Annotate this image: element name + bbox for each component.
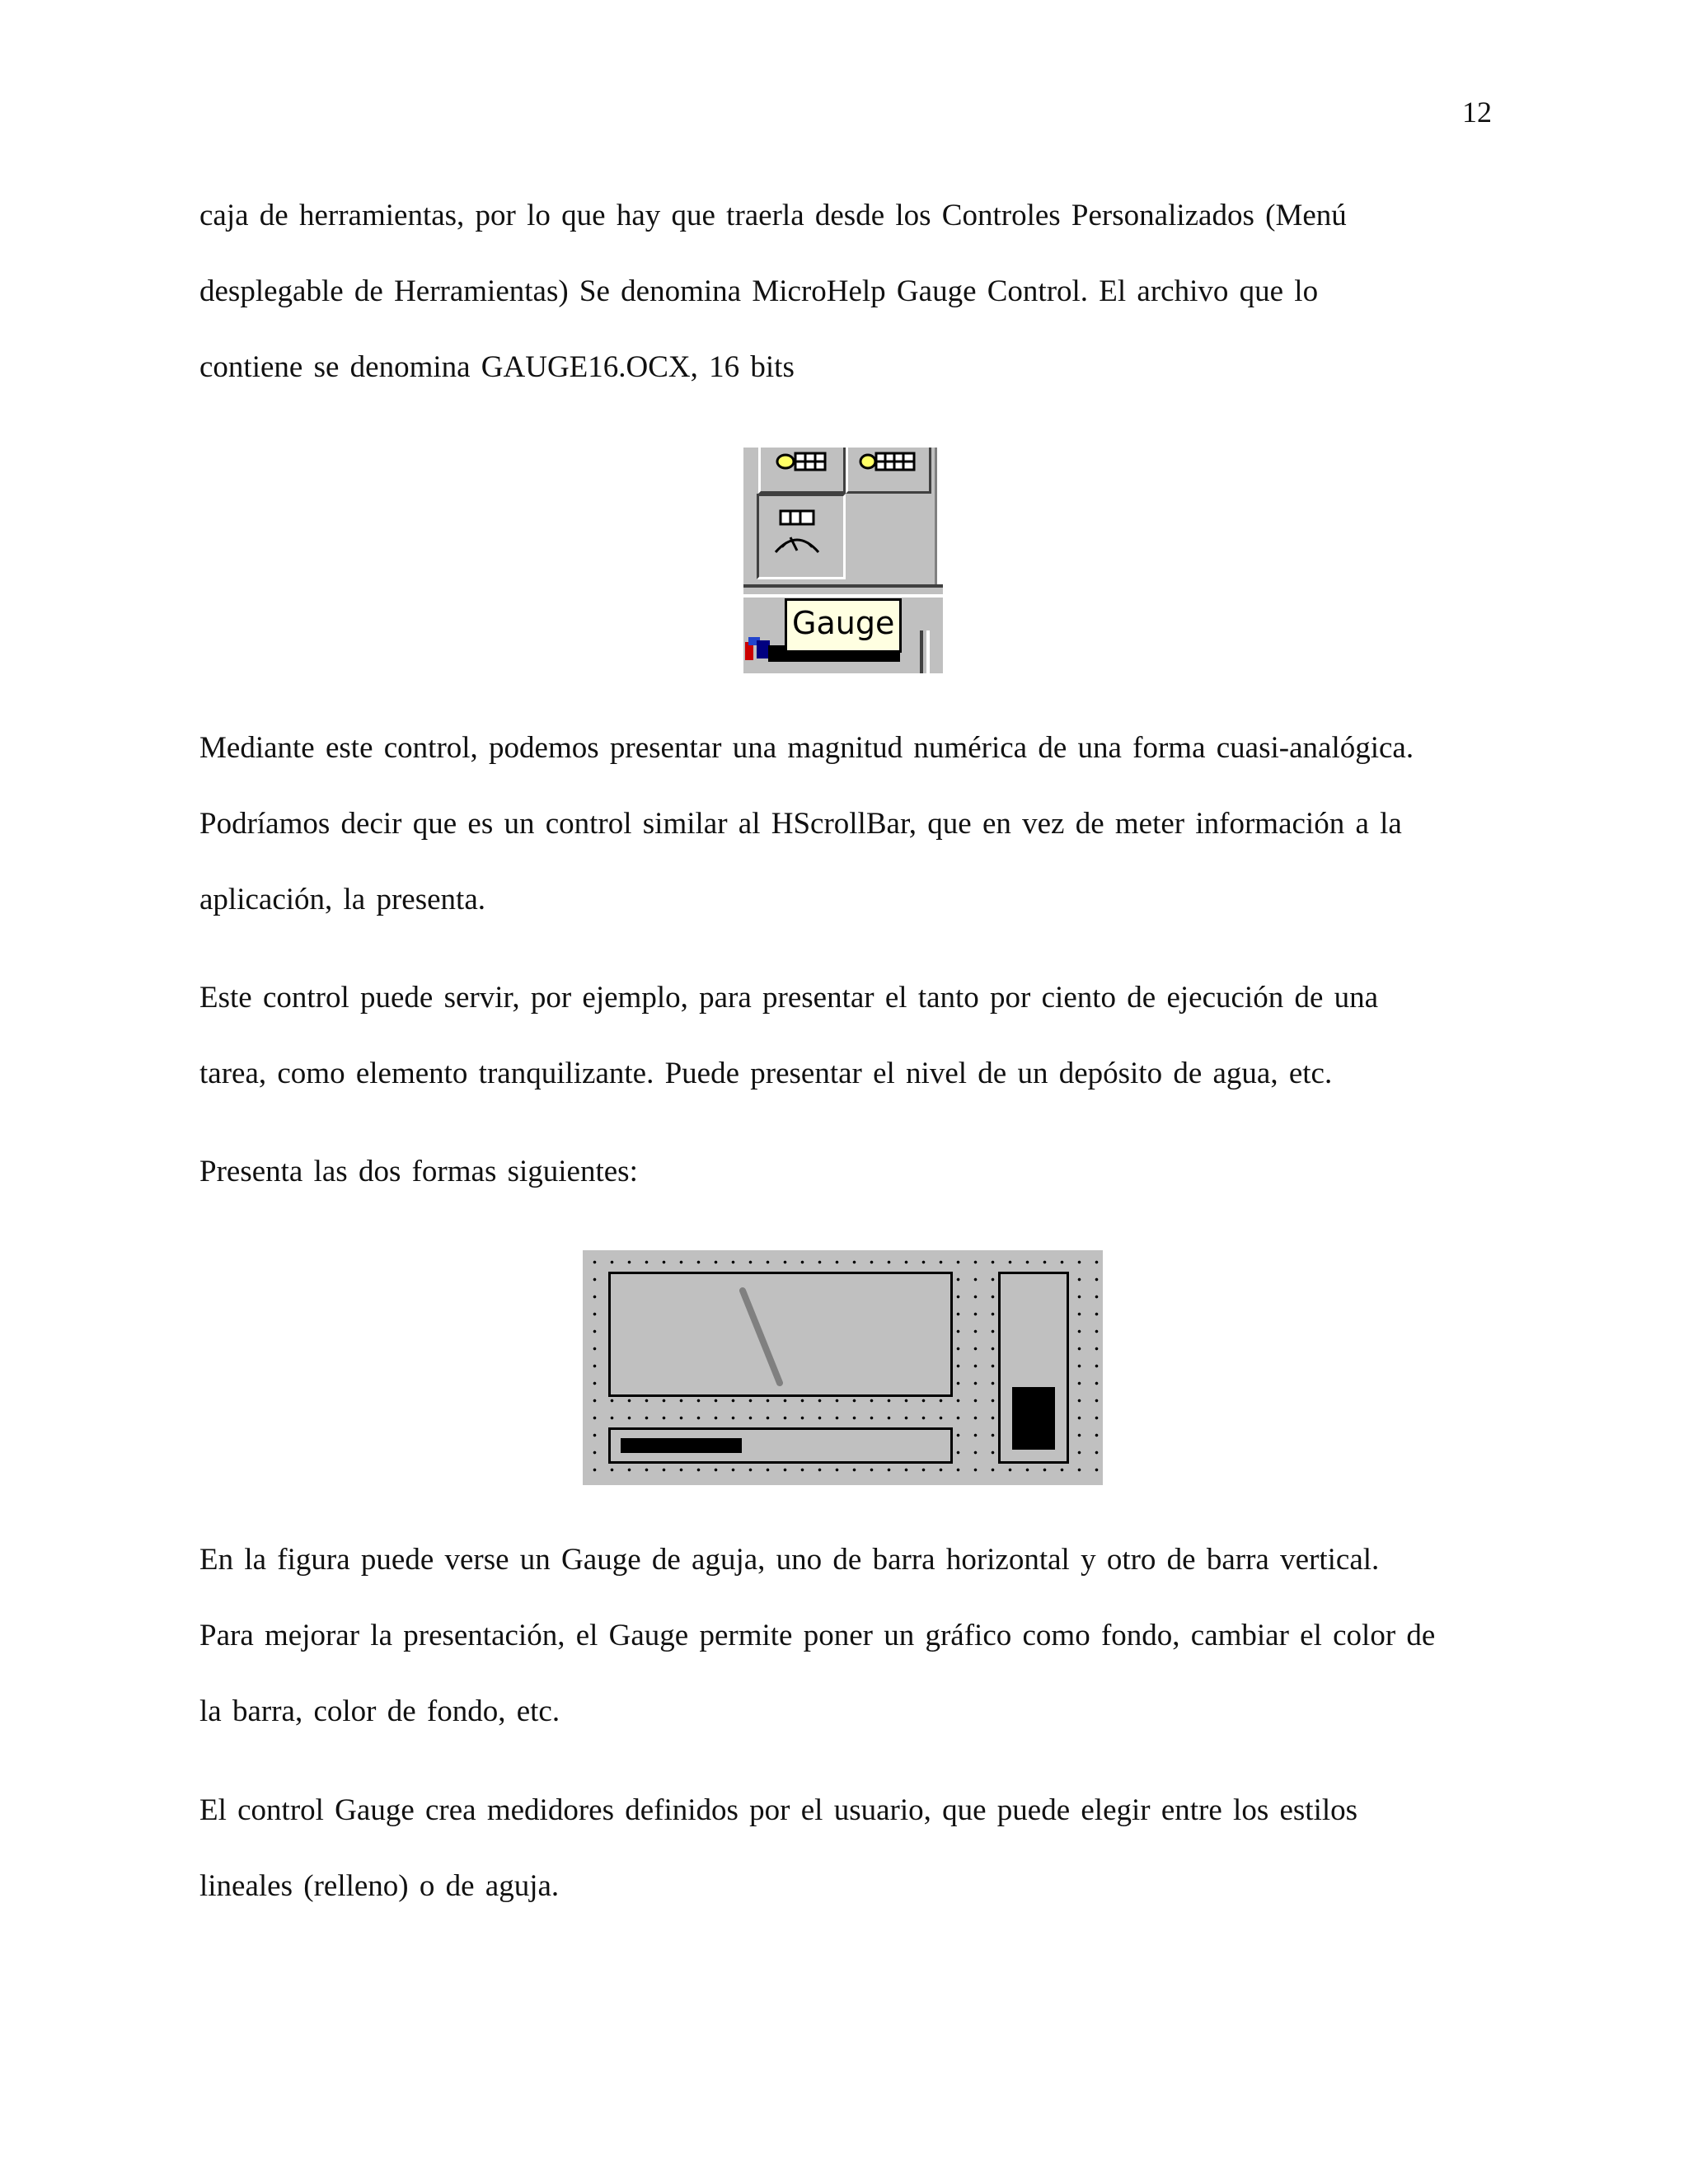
horizontal-bar-gauge [608,1427,953,1464]
toolbox-button-data [758,448,846,494]
text-line: En la figura puede verse un Gauge de aguja, uno de barra horizontal y otro de barra vertical. [199,1543,1380,1577]
horizontal-bar-fill [621,1438,742,1453]
needle-gauge [608,1272,953,1397]
paragraph-uses [199,960,1502,1112]
data-grid-icon [774,448,832,481]
data-grid-icon [858,448,921,481]
page-number: 12 [1462,96,1492,129]
text-line: aplicación, la presenta. [199,883,485,916]
vertical-bar-fill [1012,1387,1055,1450]
paragraph-intro [199,178,1502,405]
text-line: El control Gauge crea medidores definidos por el usuario, que puede elegir entre los estilos [199,1793,1358,1827]
text-line: tarea, como elemento tranquilizante. Puede presentar el nivel de un depósito de agua, etc. [199,1057,1333,1090]
paragraph-forms-intro [199,1134,1502,1210]
toolbox-frame-edge [935,448,943,588]
text-line: desplegable de Herramientas) Se denomina MicroHelp Gauge Control. El archivo que lo [199,274,1319,308]
paragraph-figure-caption [199,1522,1502,1750]
text-line: caja de herramientas, por lo que hay que traerla desde los Controles Personalizados (Menú [199,199,1347,232]
gauge-tooltip: Gauge [785,598,902,653]
paragraph-gauge-control [199,1773,1502,1924]
text-line: contiene se denomina GAUGE16.OCX, 16 bits [199,350,795,384]
text-line: Podríamos decir que es un control similar al HScrollBar, que en vez de meter información a la [199,807,1402,841]
text-line: lineales (relleno) o de aguja. [199,1869,560,1903]
text-line: Mediante este control, podemos presentar una magnitud numérica de una forma cuasi-analógica. [199,731,1414,765]
toolbox-screenshot [743,448,943,673]
toolbox-divider [743,584,943,588]
vertical-bar-gauge [998,1272,1069,1464]
paragraph-description [199,710,1502,938]
text-line: la barra, color de fondo, etc. [199,1694,560,1728]
toolbox-button-gauge[interactable] [757,494,846,579]
text-line: Para mejorar la presentación, el Gauge permite poner un gráfico como fondo, cambiar el color de [199,1619,1436,1652]
text-line: Este control puede servir, por ejemplo, para presentar el tanto por ciento de ejecución de una [199,981,1379,1015]
gauge-icon [771,506,828,560]
toolbox-divider [743,594,943,598]
gauge-needle [611,1274,950,1394]
text-line: Presenta las dos formas siguientes: [199,1155,638,1188]
gauge-styles-figure [583,1250,1103,1485]
toolbox-button-dbgrid [846,448,931,494]
